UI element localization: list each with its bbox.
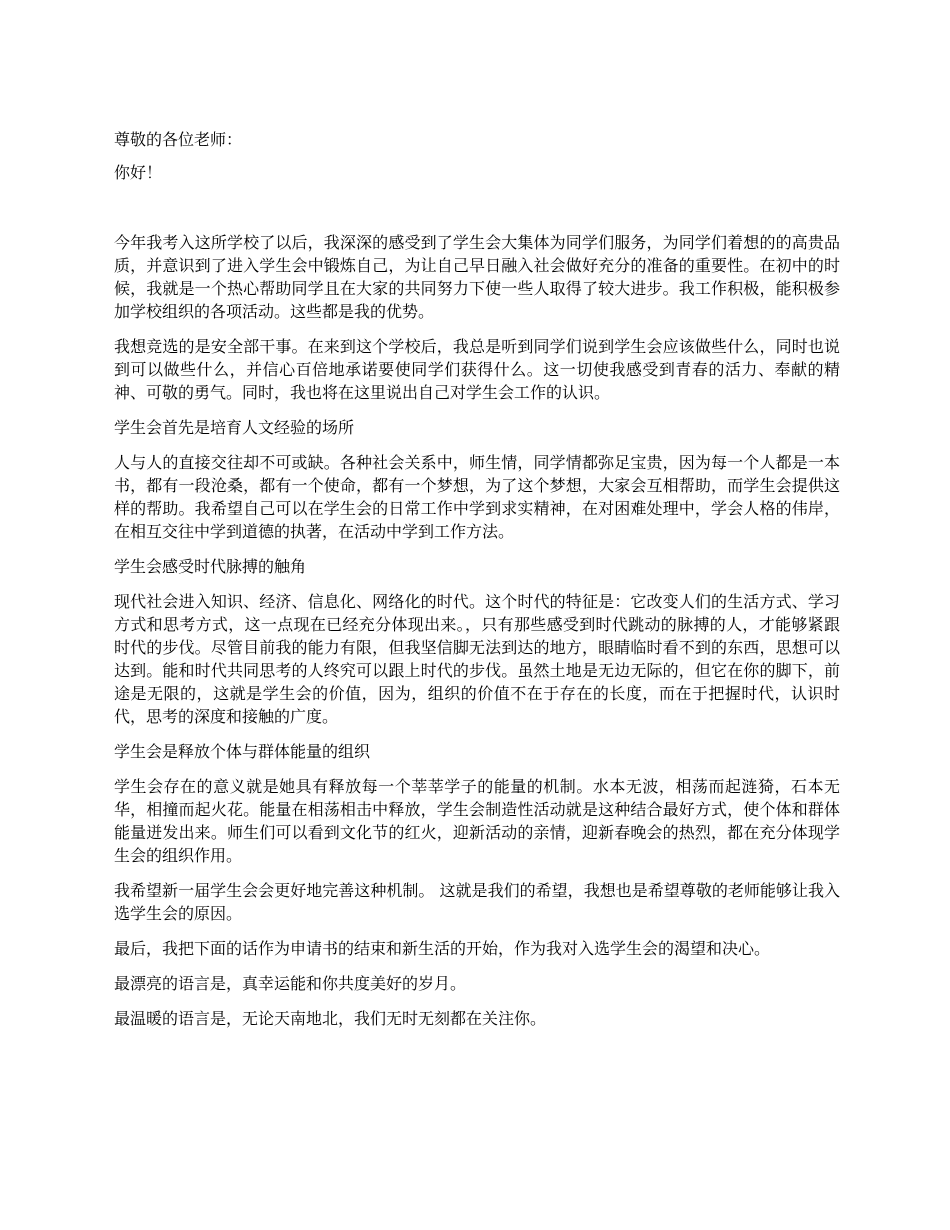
closing-line-warm: 最温暖的语言是，无论天南地北，我们无时无刻都在关注你。: [114, 1009, 547, 1028]
paragraph-energy: 学生会存在的意义就是她具有释放每一个莘莘学子的能量的机制。水本无波，相荡而起涟猗，石本无华，相撞而起火花。能量在相荡相击中释放，学生会制造性活动就是这种结合最好方式，使个体和群体能量迸发出来。师生们可以看到文化节的红火，迎新活动的亲情，迎新春晚会的热烈，都在充分体现学生会的组织作用。: [114, 777, 840, 865]
greeting: 你好！: [114, 163, 163, 182]
paragraph-closing: 最后，我把下面的话作为申请书的结束和新生活的开始，作为我对入选学生会的渴望和决心。: [114, 939, 771, 958]
document-body: [114, 128, 840, 1042]
section-heading-energy: 学生会是释放个体与群体能量的组织: [114, 742, 371, 761]
section-heading-humanities: 学生会首先是培育人文经验的场所: [114, 418, 355, 437]
paragraph-hope: 我希望新一届学生会会更好地完善这种机制。 这就是我们的希望，我想也是希望尊敬的老师能够让我入选学生会的原因。: [114, 881, 840, 923]
paragraph-intro: 今年我考入这所学校了以后，我深深的感受到了学生会大集体为同学们服务，为同学们着想的的高贵品质，并意识到了进入学生会中锻炼自己，为让自己早日融入社会做好充分的准备的重要性。在初中的时候，我就是一个热心帮助同学且在大家的共同努力下使一些人取得了较大进步。我工作积极，能积极参加学校组织的各项活动。这些都是我的优势。: [114, 233, 840, 321]
section-heading-era-pulse: 学生会感受时代脉搏的触角: [114, 557, 307, 576]
paragraph-position: 我想竞选的是安全部干事。在来到这个学校后，我总是听到同学们说到学生会应该做些什么，同时也说到可以做些什么，并信心百倍地承诺要使同学们获得什么。这一切使我感受到青春的活力、奉献的精神、可敬的勇气。同时，我也将在这里说出自己对学生会工作的认识。: [114, 337, 840, 402]
paragraph-humanities: 人与人的直接交往却不可或缺。各种社会关系中，师生情，同学情都弥足宝贵，因为每一个人都是一本书，都有一段沧桑，都有一个使命，都有一个梦想，为了这个梦想，大家会互相帮助，而学生会提供这样的帮助。我希望自己可以在学生会的日常工作中学到求实精神，在对困难处理中，学会人格的伟岸，在相互交往中学到道德的执著，在活动中学到工作方法。: [114, 453, 840, 541]
salutation: 尊敬的各位老师：: [114, 130, 243, 149]
closing-line-beautiful: 最漂亮的语言是，真幸运能和你共度美好的岁月。: [114, 974, 467, 993]
paragraph-era-pulse: 现代社会进入知识、经济、信息化、网络化的时代。这个时代的特征是：它改变人们的生活方式、学习方式和思考方式，这一点现在已经充分体现出来。，只有那些感受到时代跳动的脉搏的人，才能够紧跟时代的步伐。尽管目前我的能力有限，但我坚信脚无法到达的地方，眼睛临时看不到的东西，思想可以达到。能和时代共同思考的人终究可以跟上时代的步伐。虽然土地是无边无际的，但它在你的脚下，前途是无限的，这就是学生会的价值，因为，组织的价值不在于存在的长度，而在于把握时代，认识时代，思考的深度和接触的广度。: [114, 592, 840, 726]
